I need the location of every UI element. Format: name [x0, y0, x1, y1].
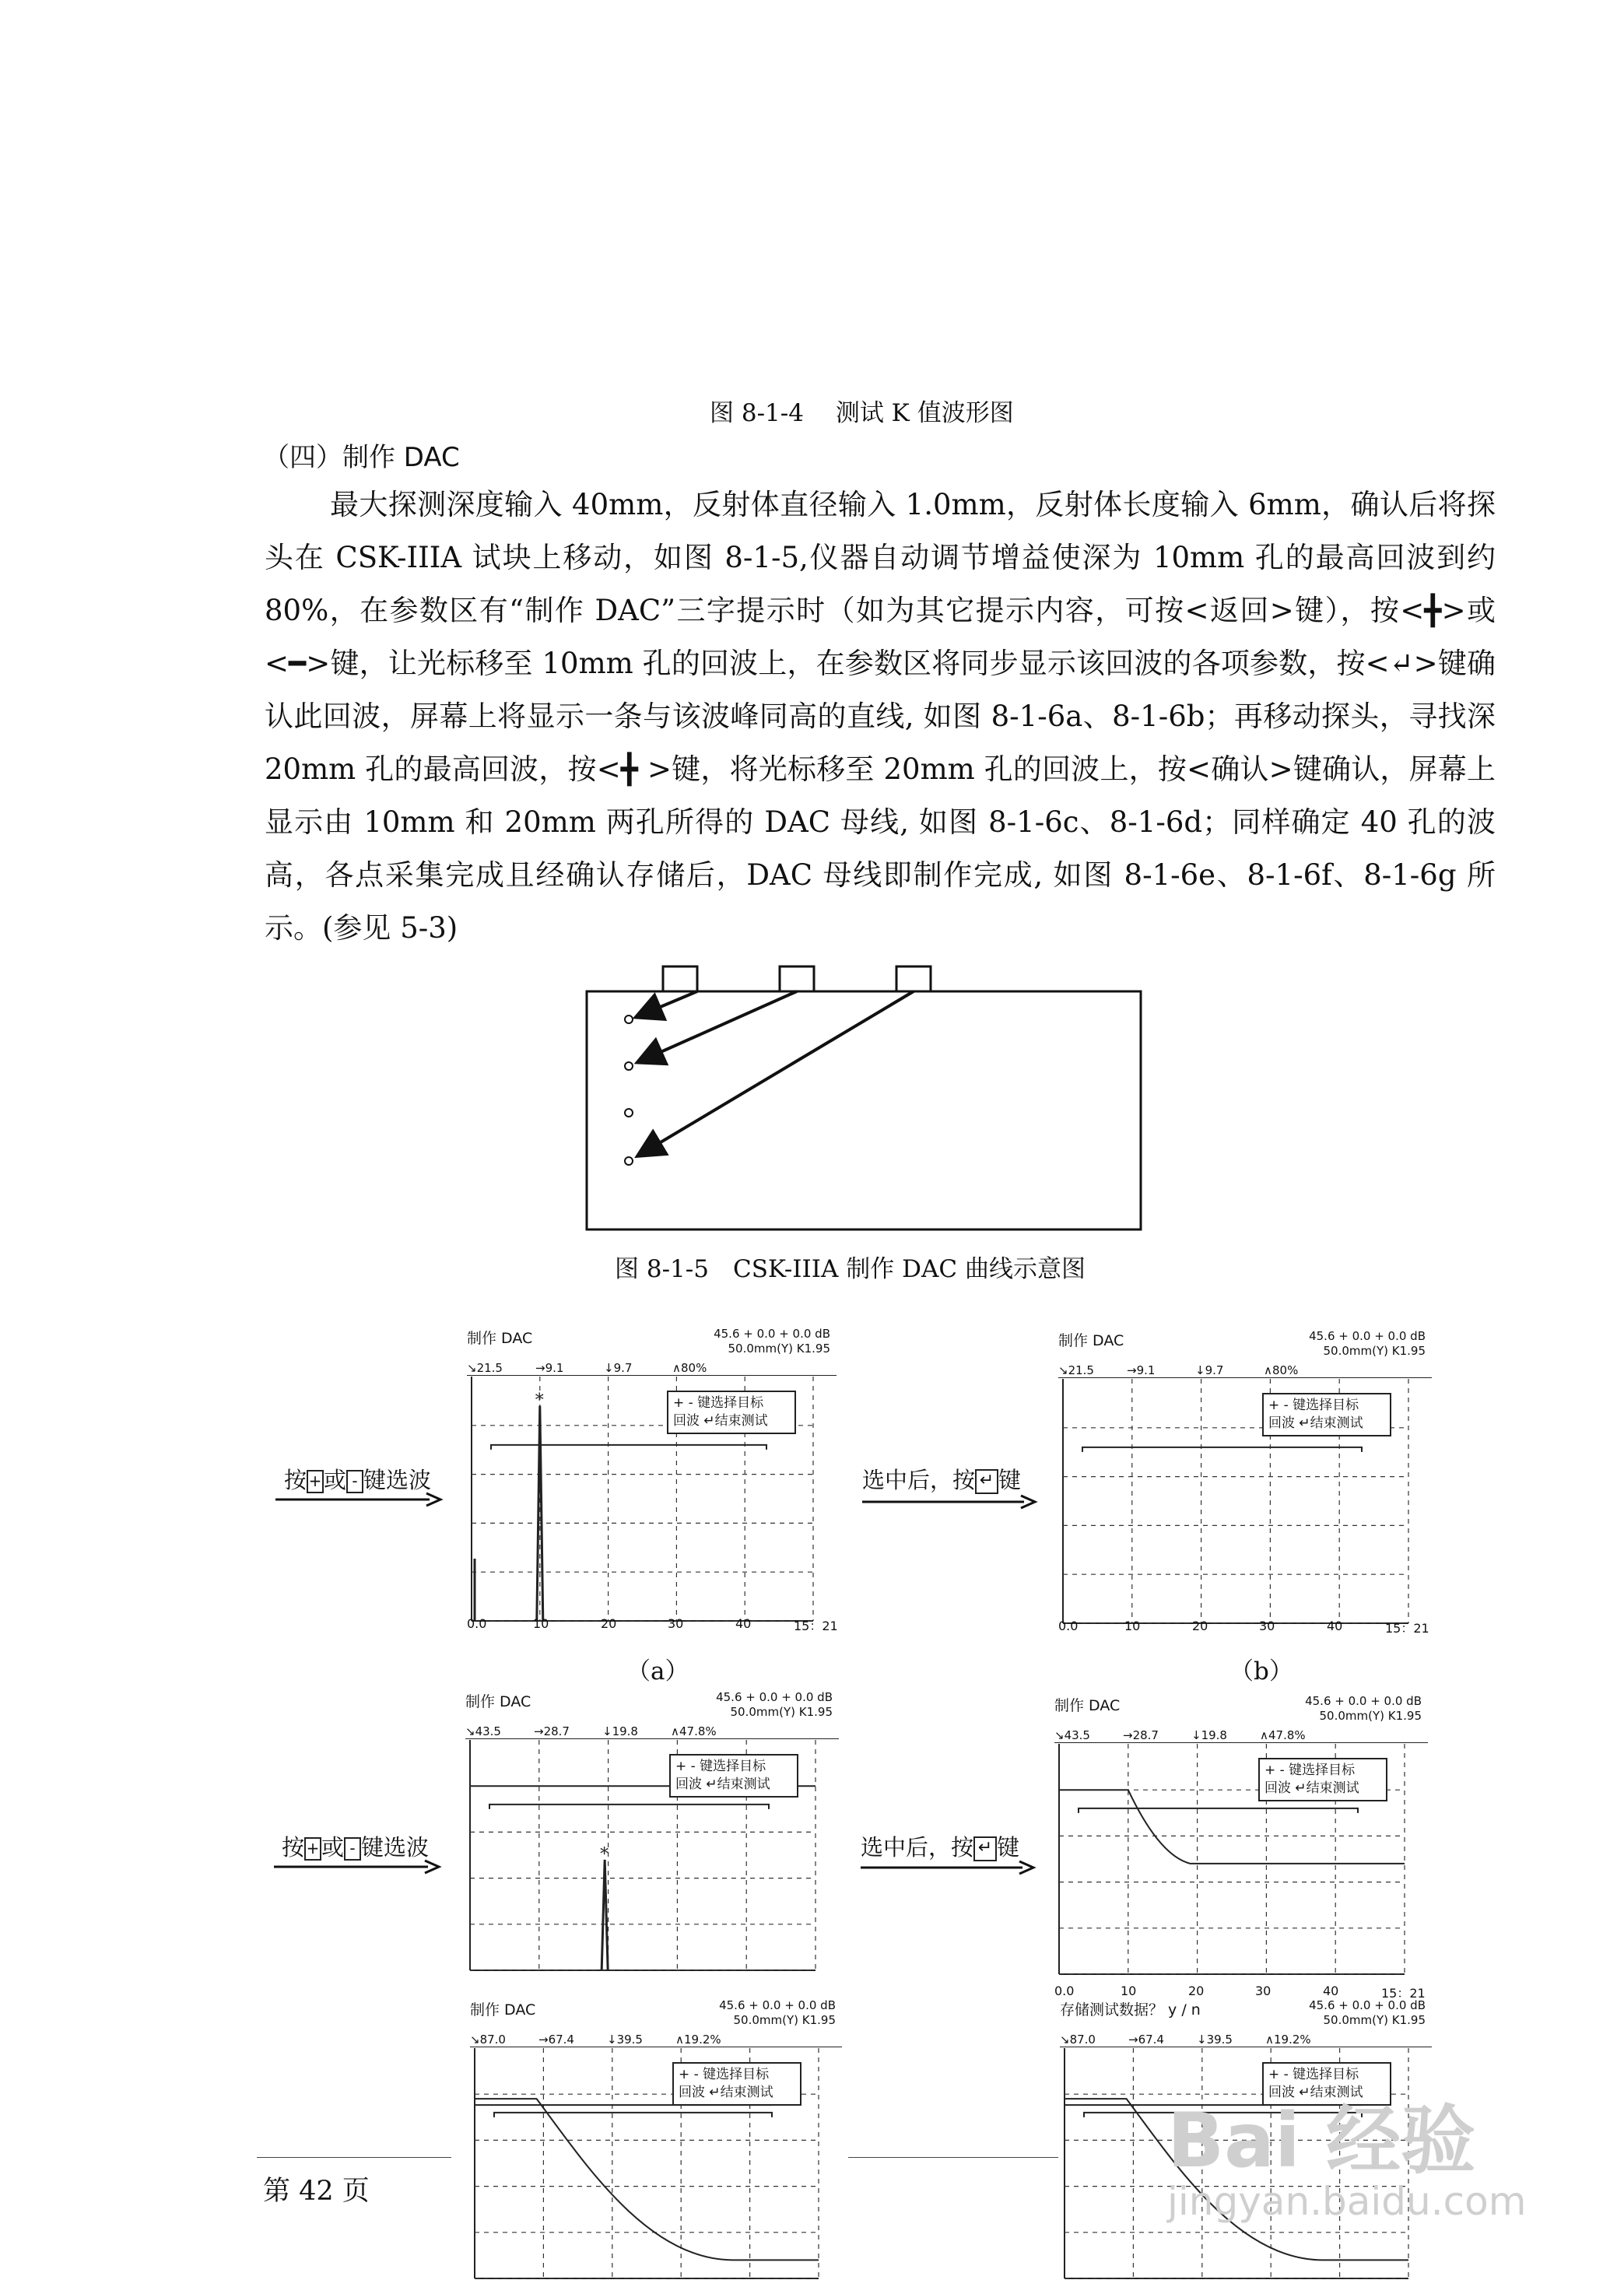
peak-marker: * — [600, 1844, 609, 1864]
gate-bracket — [491, 1445, 766, 1450]
echo-peak — [602, 1860, 608, 1970]
probe-3 — [896, 966, 931, 991]
screen-params: 45.6 + 0.0 + 0.0 dB 50.0mm(Y) K1.95 — [1309, 1998, 1426, 2027]
figure-caption-8-1-5: 图 8-1-5 CSK-IIIA 制作 DAC 曲线示意图 — [615, 1255, 1086, 1283]
hint-box: + - 键选择目标 回波 ↵结束测试 — [669, 1754, 798, 1798]
screen-d: 制作 DAC 45.6 + 0.0 + 0.0 dB 50.0mm(Y) K1.95 ↘43.5 →28.7 ↓19.8 ∧47.8% + - 键选择目标 回波 ↵结束测试 0.0 10 20 30 40 15：21 — [1054, 1694, 1428, 2005]
gate-bracket — [489, 1805, 769, 1809]
csk-block-diagram — [576, 957, 1152, 1237]
arrow-right-icon — [861, 1493, 1040, 1511]
watermark-url: jingyan.baidu.com — [1167, 2179, 1527, 2224]
section-heading: （四）制作 DAC — [263, 442, 460, 473]
screen-params: 45.6 + 0.0 + 0.0 dB 50.0mm(Y) K1.95 — [714, 1327, 830, 1356]
probe-2 — [780, 966, 814, 991]
peak-marker: * — [535, 1391, 544, 1411]
page-number: 第 42 页 — [263, 2176, 370, 2207]
status-line: ↘21.5 →9.1 ↓9.7 ∧80% — [467, 1361, 707, 1375]
footer-rule-right — [848, 2157, 1058, 2158]
screen-title: 制作 DAC — [1058, 1332, 1124, 1349]
screen-params: 45.6 + 0.0 + 0.0 dB 50.0mm(Y) K1.95 — [716, 1690, 833, 1719]
hint-box: + - 键选择目标 回波 ↵结束测试 — [667, 1391, 796, 1434]
sublabel-a: （a） — [626, 1657, 689, 1685]
screen-c — [465, 1690, 839, 1986]
sublabel-b: （b） — [1229, 1657, 1293, 1685]
hint-box: + - 键选择目标 回波 ↵结束测试 — [1262, 1393, 1391, 1436]
test-block — [587, 991, 1141, 1229]
status-line: ↘43.5 →28.7 ↓19.8 ∧47.8% — [1054, 1728, 1306, 1742]
figure-caption-8-1-4: 图 8-1-4 测试 K 值波形图 — [710, 399, 1014, 427]
confirm-label-2: 选中后，按 ↵ 键 — [861, 1834, 1020, 1861]
arrow-right-icon — [274, 1490, 445, 1509]
echo-peak — [537, 1406, 543, 1621]
screen-b: 制作 DAC 45.6 + 0.0 + 0.0 dB 50.0mm(Y) K1.95 ↘21.5 →9.1 ↓9.7 ∧80% + - 键选择目标 回波 ↵结束测试 0.0 10 20 30 40 15：21 — [1058, 1329, 1432, 1679]
beam-arrow-2 — [640, 991, 797, 1061]
confirm-label-1: 选中后，按 ↵ 键 — [862, 1467, 1022, 1493]
body-paragraph — [265, 479, 1496, 955]
select-wave-label-1: 按 +或 - 键选波 — [284, 1467, 432, 1493]
screen-params: 45.6 + 0.0 + 0.0 dB 50.0mm(Y) K1.95 — [719, 1998, 836, 2027]
hint-box: + - 键选择目标 回波 ↵结束测试 — [1262, 2062, 1391, 2106]
gate-bracket — [1082, 1447, 1362, 1452]
screen-title: 制作 DAC — [467, 1330, 533, 1347]
screen-params: 45.6 + 0.0 + 0.0 dB 50.0mm(Y) K1.95 — [1309, 1329, 1426, 1358]
hole-30mm — [625, 1109, 633, 1117]
status-line: ↘43.5 →28.7 ↓19.8 ∧47.8% — [465, 1724, 717, 1738]
hole-20mm — [625, 1062, 633, 1070]
screen-e — [470, 1998, 842, 2294]
beam-arrow-3 — [640, 991, 914, 1155]
gate-bracket — [494, 2113, 772, 2117]
arrow-right-icon — [859, 1858, 1038, 1877]
dac-curve — [475, 2099, 819, 2260]
hole-10mm — [625, 1015, 633, 1023]
hint-box: + - 键选择目标 回波 ↵结束测试 — [672, 2062, 801, 2106]
screen-title: 制作 DAC — [465, 1693, 531, 1710]
status-line: ↘87.0 →67.4 ↓39.5 ∧19.2% — [1060, 2033, 1311, 2047]
paragraph-text: 最大探测深度输入 40mm，反射体直径输入 1.0mm，反射体长度输入 6mm，确认后将探头在 CSK-IIIA 试块上移动，如图 8-1-5,仪器自动调节增益使深为 10mm 孔的最高回波到约 80%，在参数区有“制作 DAC”三字提示时（如为其它提示内容，可按<返回>键），按<╋>或<━>键，让光标移至 10mm 孔的回波上，在参数区将同步显示该回波的各项参数，按<↵>键确认此回波，屏幕上将显示一条与该波峰同高的直线, 如图 8-1-6a、8-1-6b；再移动探头，寻找深 20mm 孔的最高回波，按<╋ >键，将光标移至 20mm 孔的回波上，按<确认>键确认，屏幕上显示由 10mm 和 20mm 两孔所得的 DAC 母线, 如图 8-1-6c、8-1-6d；同样确定 40 孔的波高，各点采集完成且经确认存储后，DAC 母线即制作完成, 如图 8-1-6e、8-1-6f、8-1-6g 所示。(参见 5-3) — [265, 488, 1496, 945]
screen-title: 存储测试数据？ y / n — [1060, 2001, 1201, 2019]
gate-bracket — [1079, 1808, 1358, 1813]
beam-arrow-1 — [638, 991, 697, 1016]
select-wave-label-2: 按 +或 - 键选波 — [282, 1834, 430, 1861]
watermark-logo: Bai 经验 — [1167, 2097, 1476, 2184]
screen-params: 45.6 + 0.0 + 0.0 dB 50.0mm(Y) K1.95 — [1305, 1694, 1422, 1723]
hint-box: + - 键选择目标 回波 ↵结束测试 — [1258, 1758, 1387, 1801]
screen-title: 制作 DAC — [1054, 1697, 1121, 1714]
screen-a: 制作 DAC 45.6 + 0.0 + 0.0 dB 50.0mm(Y) K1.95 ↘21.5 →9.1 ↓9.7 ∧80% * + - 键选择目标 回波 ↵结束测试 0.0 10 20 30 40 15：21 — [467, 1327, 837, 1677]
screen-title: 制作 DAC — [470, 2001, 536, 2019]
status-line: ↘87.0 →67.4 ↓39.5 ∧19.2% — [470, 2033, 721, 2047]
arrow-right-icon — [272, 1857, 444, 1876]
hole-40mm — [625, 1157, 633, 1165]
probe-1 — [663, 966, 697, 991]
footer-rule-left — [257, 2157, 451, 2158]
status-line: ↘21.5 →9.1 ↓9.7 ∧80% — [1058, 1363, 1299, 1377]
